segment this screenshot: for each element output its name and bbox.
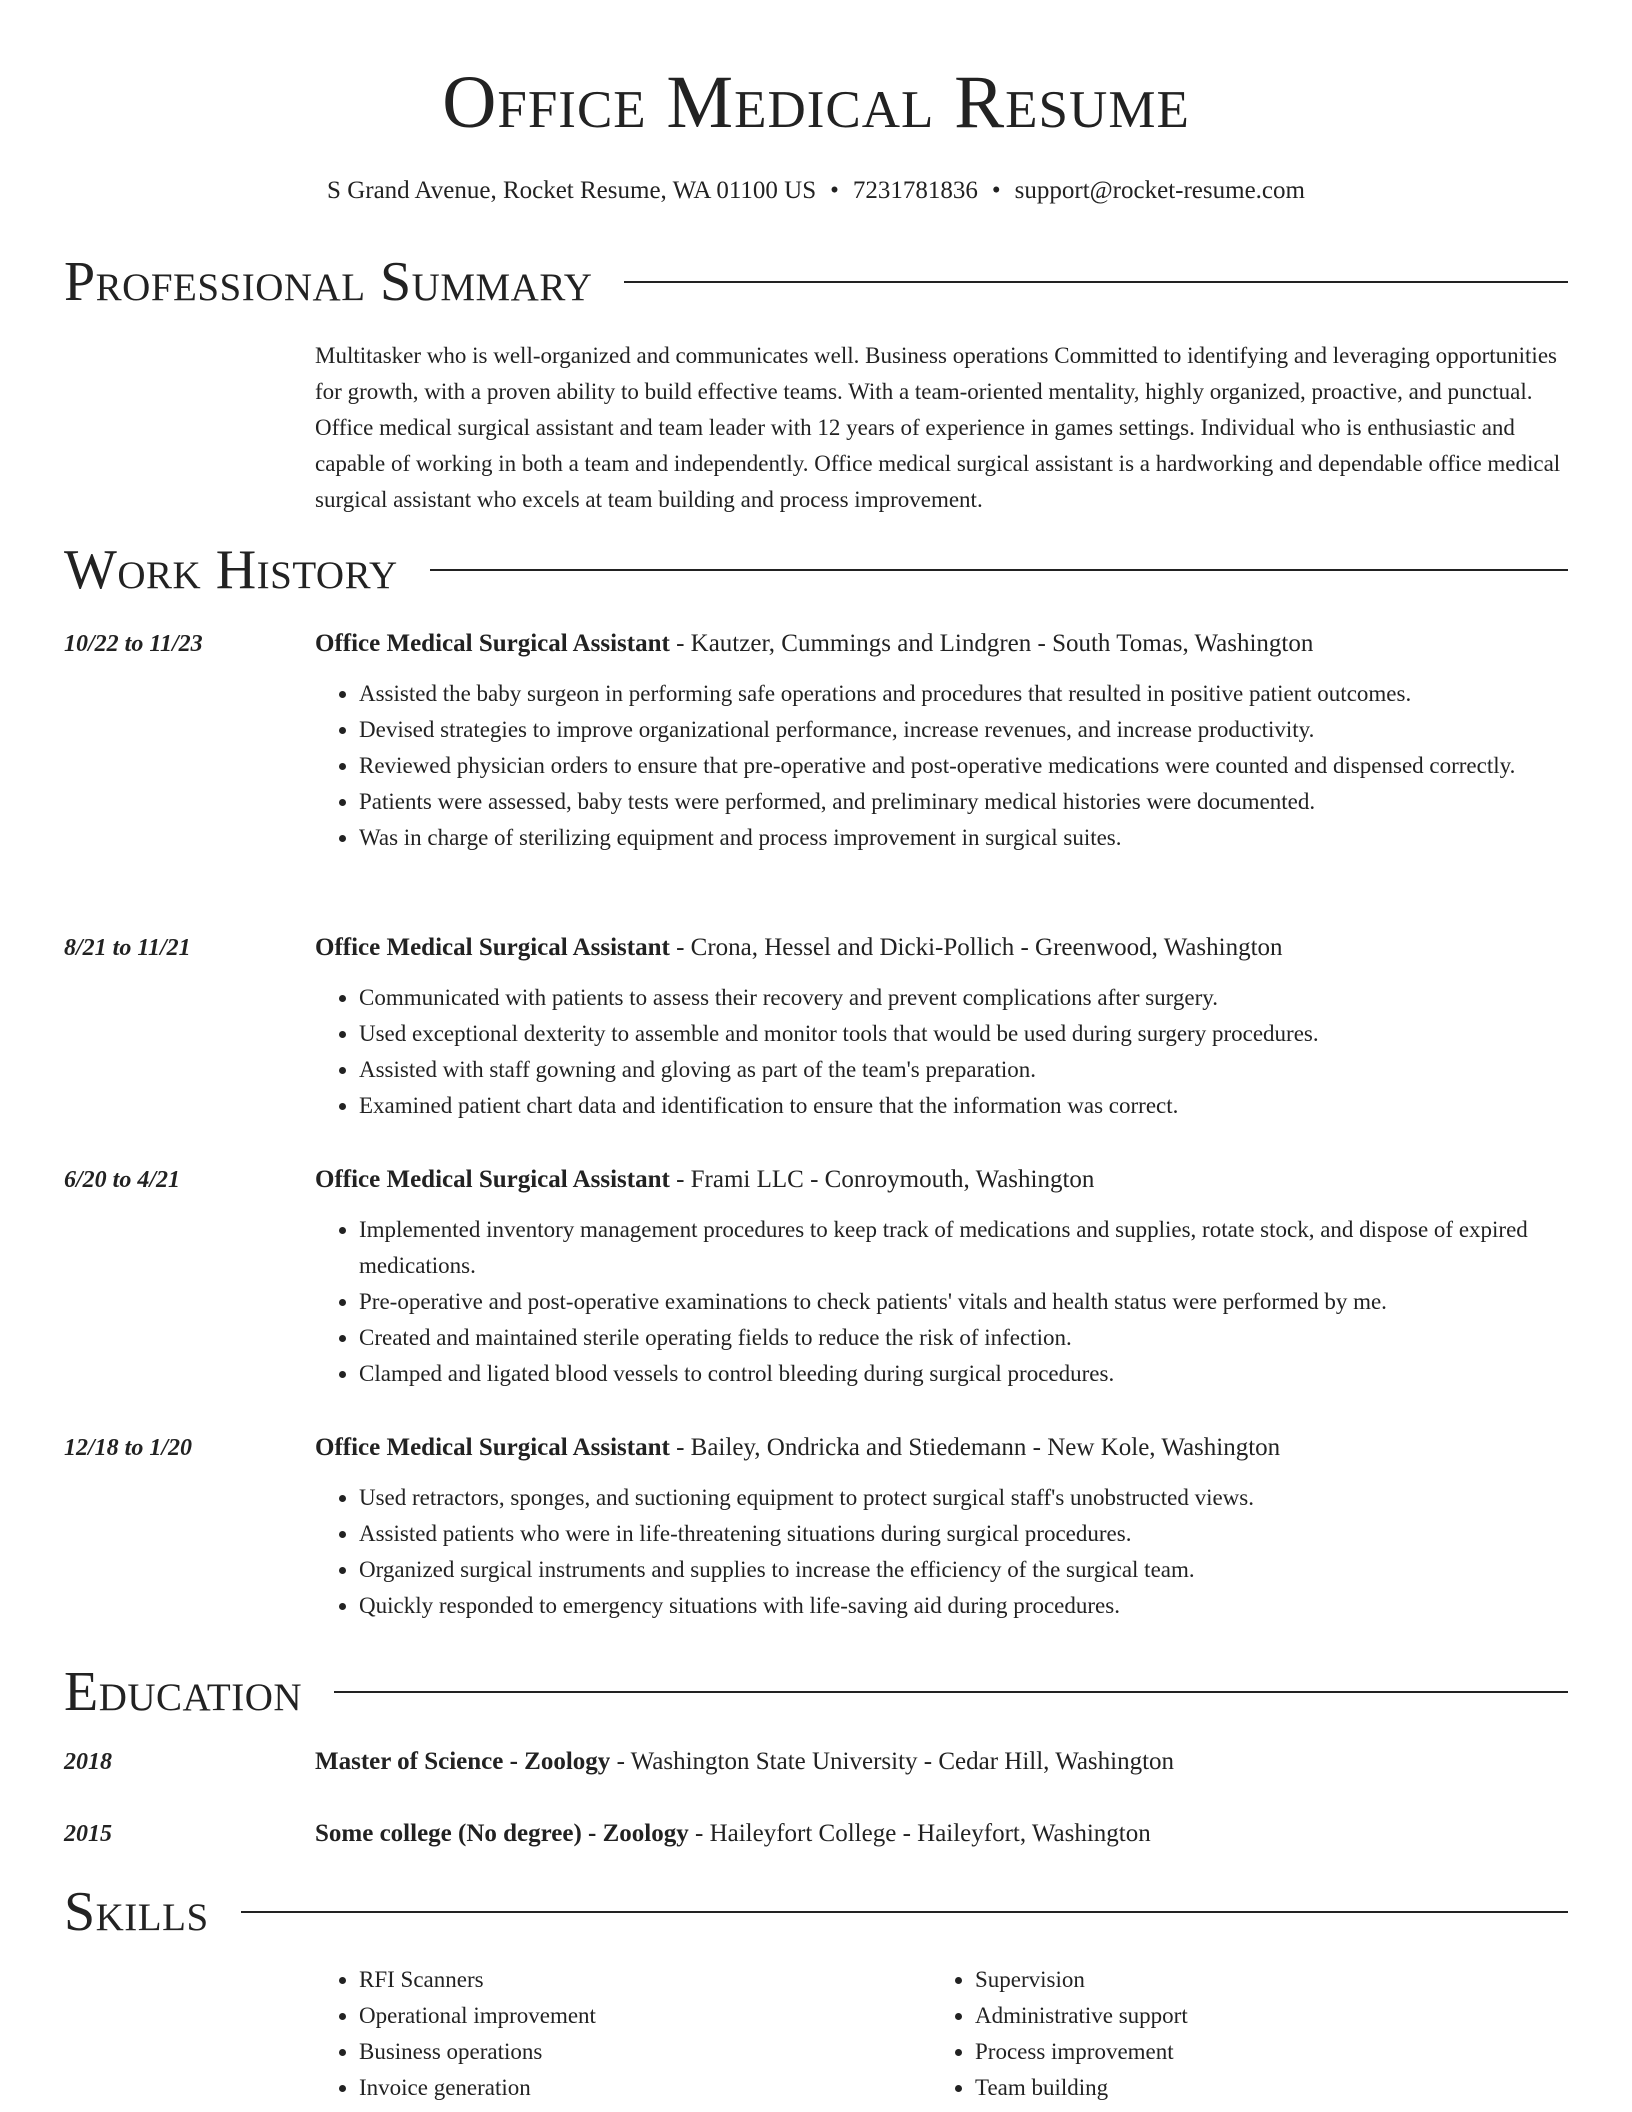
job-bullet: • Examined patient chart data and identification to ensure that the information was correct. xyxy=(359,1088,1568,1124)
skills-list-left xyxy=(315,1962,931,2106)
job-bullet: • Was in charge of sterilizing equipment and process improvement in surgical suites. xyxy=(359,820,1568,856)
job-bullet: • Assisted the baby surgeon in performing safe operations and procedures that resulted in positive patient outcomes. xyxy=(359,676,1568,712)
resume-title: Office Medical Resume xyxy=(442,61,1190,144)
job-details: - Crona, Hessel and Dicki-Pollich - Greenwood, Washington xyxy=(669,934,1283,961)
job-role: Office Medical Surgical Assistant xyxy=(315,1166,670,1193)
skill-item: • Process improvement xyxy=(975,2034,1568,2070)
job-bullet: • Organized surgical instruments and supplies to increase the efficiency of the surgical team. xyxy=(359,1552,1568,1588)
education-details: - Haileyfort College - Haileyfort, Washington xyxy=(688,1820,1151,1847)
section-divider xyxy=(624,281,1568,283)
education-headline xyxy=(315,1744,1568,1780)
job-bullet: • Patients were assessed, baby tests were performed, and preliminary medical histories were documented. xyxy=(359,784,1568,820)
section-title: Work History xyxy=(64,539,398,601)
section-divider xyxy=(430,569,1568,571)
job-dates: 8/21 to 11/21 xyxy=(64,935,191,961)
job-headline xyxy=(315,1430,1568,1466)
education-headline xyxy=(315,1816,1568,1852)
job-bullets xyxy=(315,676,1568,856)
skill-item: • Invoice generation xyxy=(359,2070,931,2106)
job-bullet: • Reviewed physician orders to ensure that pre-operative and post-operative medications were counted and dispensed correctly. xyxy=(359,748,1568,784)
contact-email: support@rocket-resume.com xyxy=(1014,177,1305,204)
education-year: 2015 xyxy=(64,1821,112,1847)
job-bullets xyxy=(315,980,1568,1124)
job-headline xyxy=(315,1162,1568,1198)
section-divider xyxy=(334,1691,1568,1693)
job-details: - Kautzer, Cummings and Lindgren - South Tomas, Washington xyxy=(669,630,1314,657)
job-bullet: • Assisted with staff gowning and gloving as part of the team's preparation. xyxy=(359,1052,1568,1088)
job-role: Office Medical Surgical Assistant xyxy=(315,1434,670,1461)
skill-item: • Operational improvement xyxy=(359,1998,931,2034)
job-bullet: • Devised strategies to improve organizational performance, increase revenues, and increase productivity. xyxy=(359,712,1568,748)
job-bullets xyxy=(315,1480,1568,1624)
contact-line xyxy=(64,175,1568,207)
job-bullet: • Clamped and ligated blood vessels to control bleeding during surgical procedures. xyxy=(359,1356,1568,1392)
section-title: Skills xyxy=(64,1881,209,1943)
skill-item: • Supervision xyxy=(975,1962,1568,1998)
contact-address: S Grand Avenue, Rocket Resume, WA 01100 US xyxy=(327,177,817,204)
job-details: - Bailey, Ondricka and Stiedemann - New Kole, Washington xyxy=(669,1434,1281,1461)
skill-item: • Administrative support xyxy=(975,1998,1568,2034)
education-degree: Master of Science - Zoology xyxy=(315,1748,611,1775)
skill-item: • RFI Scanners xyxy=(359,1962,931,1998)
job-dates: 12/18 to 1/20 xyxy=(64,1435,193,1461)
education-year: 2018 xyxy=(64,1749,112,1775)
section-divider xyxy=(241,1911,1568,1913)
skills-list-right xyxy=(931,1962,1568,2106)
job-bullet: • Pre-operative and post-operative examinations to check patients' vitals and health status were performed by me. xyxy=(359,1284,1568,1320)
job-bullet: • Quickly responded to emergency situations with life-saving aid during procedures. xyxy=(359,1588,1568,1624)
job-details: - Frami LLC - Conroymouth, Washington xyxy=(669,1166,1095,1193)
job-headline xyxy=(315,626,1568,662)
contact-separator: • xyxy=(830,177,839,204)
education-degree: Some college (No degree) - Zoology xyxy=(315,1820,689,1847)
job-dates: 6/20 to 4/21 xyxy=(64,1167,181,1193)
skills-heading xyxy=(64,1880,1568,1944)
job-bullet: • Created and maintained sterile operating fields to reduce the risk of infection. xyxy=(359,1320,1568,1356)
contact-separator: • xyxy=(991,177,1001,204)
education-details: - Washington State University - Cedar Hill, Washington xyxy=(610,1748,1175,1775)
section-title: Professional Summary xyxy=(64,251,593,313)
job-bullet: • Communicated with patients to assess their recovery and prevent complications after surgery. xyxy=(359,980,1568,1016)
job-headline xyxy=(315,930,1568,966)
education-heading xyxy=(64,1660,1568,1724)
skill-item: • Team building xyxy=(975,2070,1568,2106)
job-dates: 10/22 to 11/23 xyxy=(64,631,203,657)
job-bullet: • Assisted patients who were in life-threatening situations during surgical procedures. xyxy=(359,1516,1568,1552)
section-title: Education xyxy=(64,1661,303,1723)
job-bullet: • Implemented inventory management procedures to keep track of medications and supplies, rotate stock, and dispose of expired medications. xyxy=(359,1212,1568,1284)
professional-summary-heading xyxy=(64,250,1568,314)
job-role: Office Medical Surgical Assistant xyxy=(315,630,670,657)
work-history-heading xyxy=(64,538,1568,602)
contact-phone: 7231781836 xyxy=(852,177,978,204)
summary-text: Multitasker who is well-organized and communicates well. Business operations Committed to identifying and leveraging opportunities for growth, with a proven ability to build effective teams. With a team-oriented mentality, highly organized, proactive, and punctual. Office medical surgical assistant and team leader with 12 years of experience in games settings. Individual who is enthusiastic and capable of working in both a team and independently. Office medical surgical assistant is a hardworking and dependable office medical surgical assistant who excels at team building and process improvement. xyxy=(315,343,1561,512)
job-bullets xyxy=(315,1212,1568,1392)
job-role: Office Medical Surgical Assistant xyxy=(315,934,670,961)
job-bullet: • Used exceptional dexterity to assemble and monitor tools that would be used during surgery procedures. xyxy=(359,1016,1568,1052)
skill-item: • Business operations xyxy=(359,2034,931,2070)
job-bullet: • Used retractors, sponges, and suctioning equipment to protect surgical staff's unobstructed views. xyxy=(359,1480,1568,1516)
